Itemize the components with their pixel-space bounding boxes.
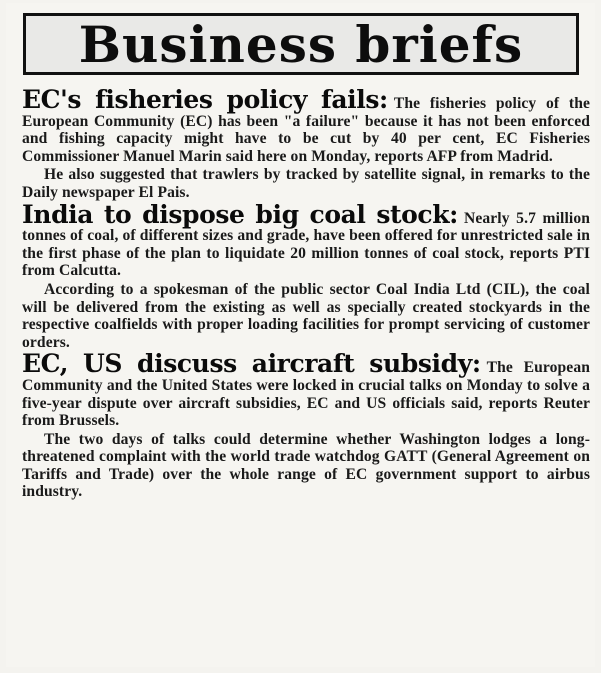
article-lead-paragraph	[22, 349, 590, 430]
section-title: Business briefs	[78, 15, 524, 74]
article-coal	[22, 199, 590, 352]
article-lead-paragraph	[22, 199, 590, 280]
section-banner	[23, 13, 579, 75]
article-lead-paragraph	[22, 85, 590, 165]
article-list	[22, 85, 590, 505]
article-headline: EC's fisheries policy fails:	[22, 85, 388, 114]
article-text: The European Community and the United States were locked in crucial talks on Monday to solve a five-year dispute over aircraft subsidies, EC and US officials said, reports Reuter from Brussels.	[22, 359, 590, 430]
article-fisheries	[22, 85, 590, 202]
news-clipping	[6, 3, 595, 667]
article-paragraph: According to a spokesman of the public sector Coal India Ltd (CIL), the coal will be delivered from the existing as well as specially created stockyards in the respective coalfields with proper loading facilities for prompt servicing of customer orders.	[22, 280, 590, 351]
article-paragraph: He also suggested that trawlers by tracked by satellite signal, in remarks to the Daily newspaper El Pais.	[22, 166, 590, 201]
article-text: The fisheries policy of the European Community (EC) has been "a failure" because it has not been enforced and fishing capacity might have to be cut by 40 per cent, EC Fisheries Commissioner Manuel Marin said here on Monday, reports AFP from Madrid.	[22, 95, 590, 165]
article-headline: EC, US discuss aircraft subsidy:	[22, 349, 481, 379]
article-text: Nearly 5.7 million tonnes of coal, of different sizes and grade, have been offered for unrestricted sale in the first phase of the plan to liquidate 20 million tonnes of coal stock, reports PTI from Calcutta.	[22, 209, 590, 280]
article-aircraft	[22, 349, 590, 501]
article-headline: India to dispose big coal stock:	[22, 199, 458, 229]
article-paragraph: The two days of talks could determine whether Washington lodges a long-threatened complaint with the world trade watchdog GATT (General Agreement on Tariffs and Trade) over the whole range of EC government support to airbus industry.	[22, 430, 590, 501]
